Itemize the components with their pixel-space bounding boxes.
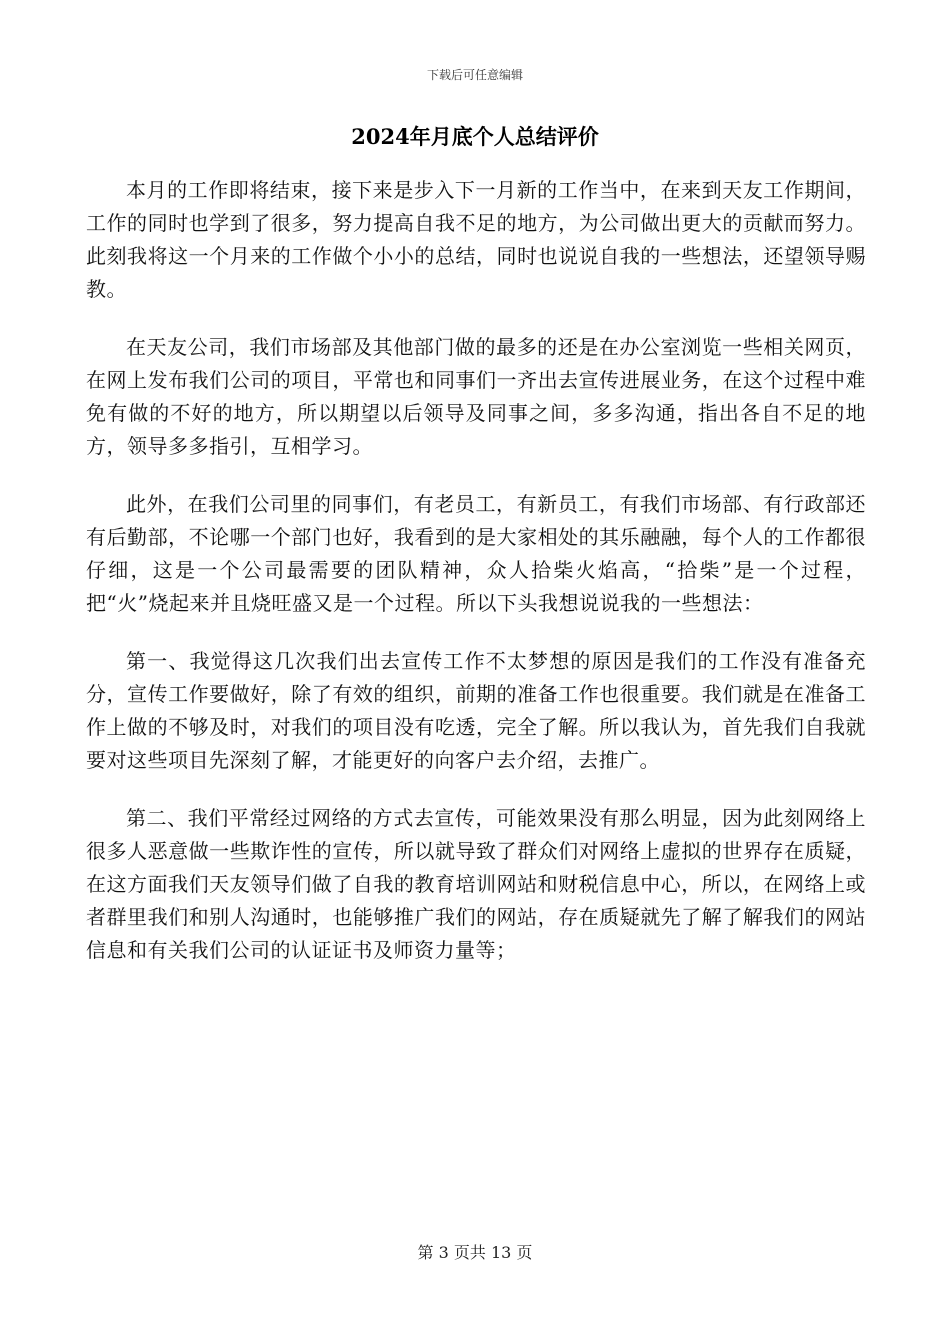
paragraph-2: 在天友公司，我们市场部及其他部门做的最多的还是在办公室浏览一些相关网页，在网上发布我们公司的项目，平常也和同事们一齐出去宣传进展业务，在这个过程中难免有做的不好的地方，所以期望以后领导及同事之间，多多沟通，指出各自不足的地方，领导多多指引，互相学习。 [86,335,866,458]
page-number-footer: 第 3 页共 13 页 [417,1243,533,1262]
document-title: 2024年月底个人总结评价 [351,124,599,149]
paragraph-3: 此外，在我们公司里的同事们，有老员工，有新员工，有我们市场部、有行政部还有后勤部，不论哪一个部门也好，我看到的是大家相处的其乐融融，每个人的工作都很仔细，这是一个公司最需要的团队精神，众人拾柴火焰高，“拾柴”是一个过程，把“火”烧起来并且烧旺盛又是一个过程。所以下头我想说说我的一些想法： [86,492,866,615]
paragraph-1: 本月的工作即将结束，接下来是步入下一月新的工作当中，在来到天友工作期间，工作的同时也学到了很多，努力提高自我不足的地方，为公司做出更大的贡献而努力。此刻我将这一个月来的工作做个小小的总结，同时也说说自我的一些想法，还望领导赐教。 [86,178,866,301]
header-note: 下载后可任意编辑 [426,68,523,82]
paragraph-4: 第一、我觉得这几次我们出去宣传工作不太梦想的原因是我们的工作没有准备充分，宣传工作要做好，除了有效的组织，前期的准备工作也很重要。我们就是在准备工作上做的不够及时，对我们的项目没有吃透，完全了解。所以我认为，首先我们自我就要对这些项目先深刻了解，才能更好的向客户去介绍，去推广。 [86,649,866,772]
paragraph-5: 第二、我们平常经过网络的方式去宣传，可能效果没有那么明显，因为此刻网络上很多人恶意做一些欺诈性的宣传，所以就导致了群众们对网络上虚拟的世界存在质疑，在这方面我们天友领导们做了自我的教育培训网站和财税信息中心，所以，在网络上或者群里我们和别人沟通时，也能够推广我们的网站，存在质疑就先了解了解我们的网站信息和有关我们公司的认证证书及师资力量等； [86,806,866,962]
document-body [86,174,866,992]
